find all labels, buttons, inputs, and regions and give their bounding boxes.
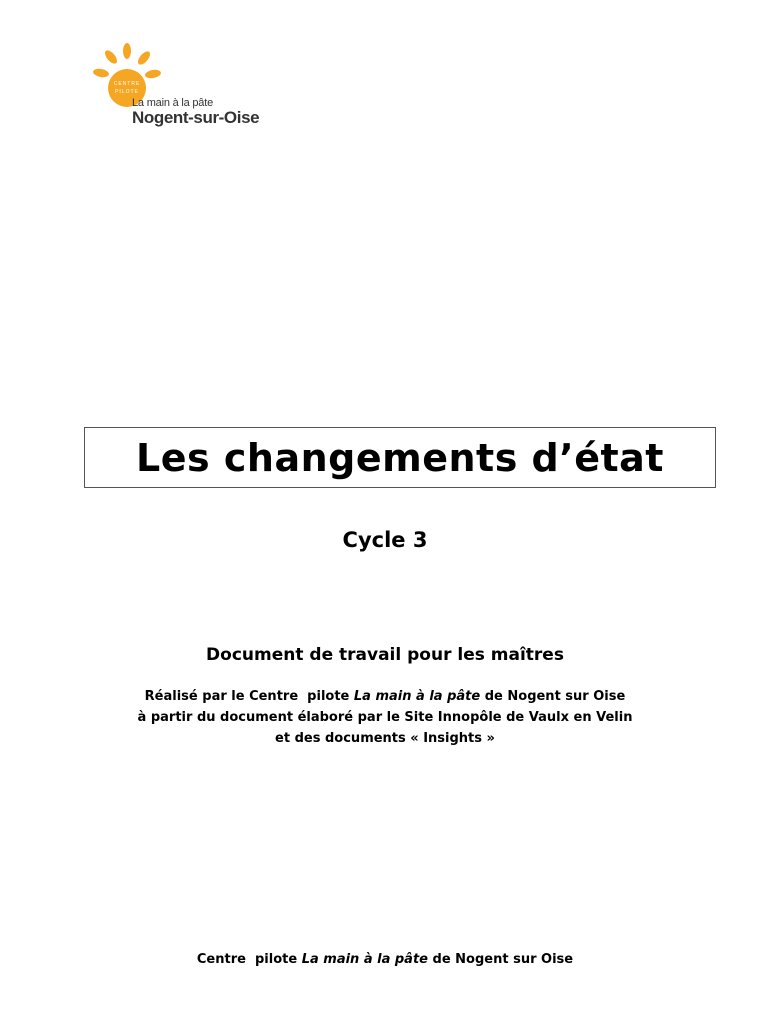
footer: Centre pilote La main à la pâte de Nogent sur Oise	[196, 952, 574, 967]
credits-line-1: Réalisé par le Centre pilote La main à la pâte de Nogent sur Oise	[144, 689, 626, 704]
logo-city: Nogent-sur-Oise	[132, 108, 260, 127]
document-heading: Document de travail pour les maîtres	[206, 645, 564, 665]
svg-text:PILOTE: PILOTE	[115, 89, 139, 95]
credits-line-2: à partir du document élaboré par le Site Innopôle de Vaulx en Velin	[137, 710, 633, 725]
page-title: Les changements d’état	[136, 435, 664, 480]
credits-line-3: et des documents « Insights »	[275, 731, 495, 746]
credits	[0, 686, 770, 749]
svg-text:CENTRE: CENTRE	[113, 81, 141, 87]
cycle-label: Cycle 3	[342, 528, 428, 552]
logo-tagline: La main à la pâte	[132, 97, 213, 109]
title-box	[84, 427, 716, 488]
logo	[90, 42, 270, 132]
